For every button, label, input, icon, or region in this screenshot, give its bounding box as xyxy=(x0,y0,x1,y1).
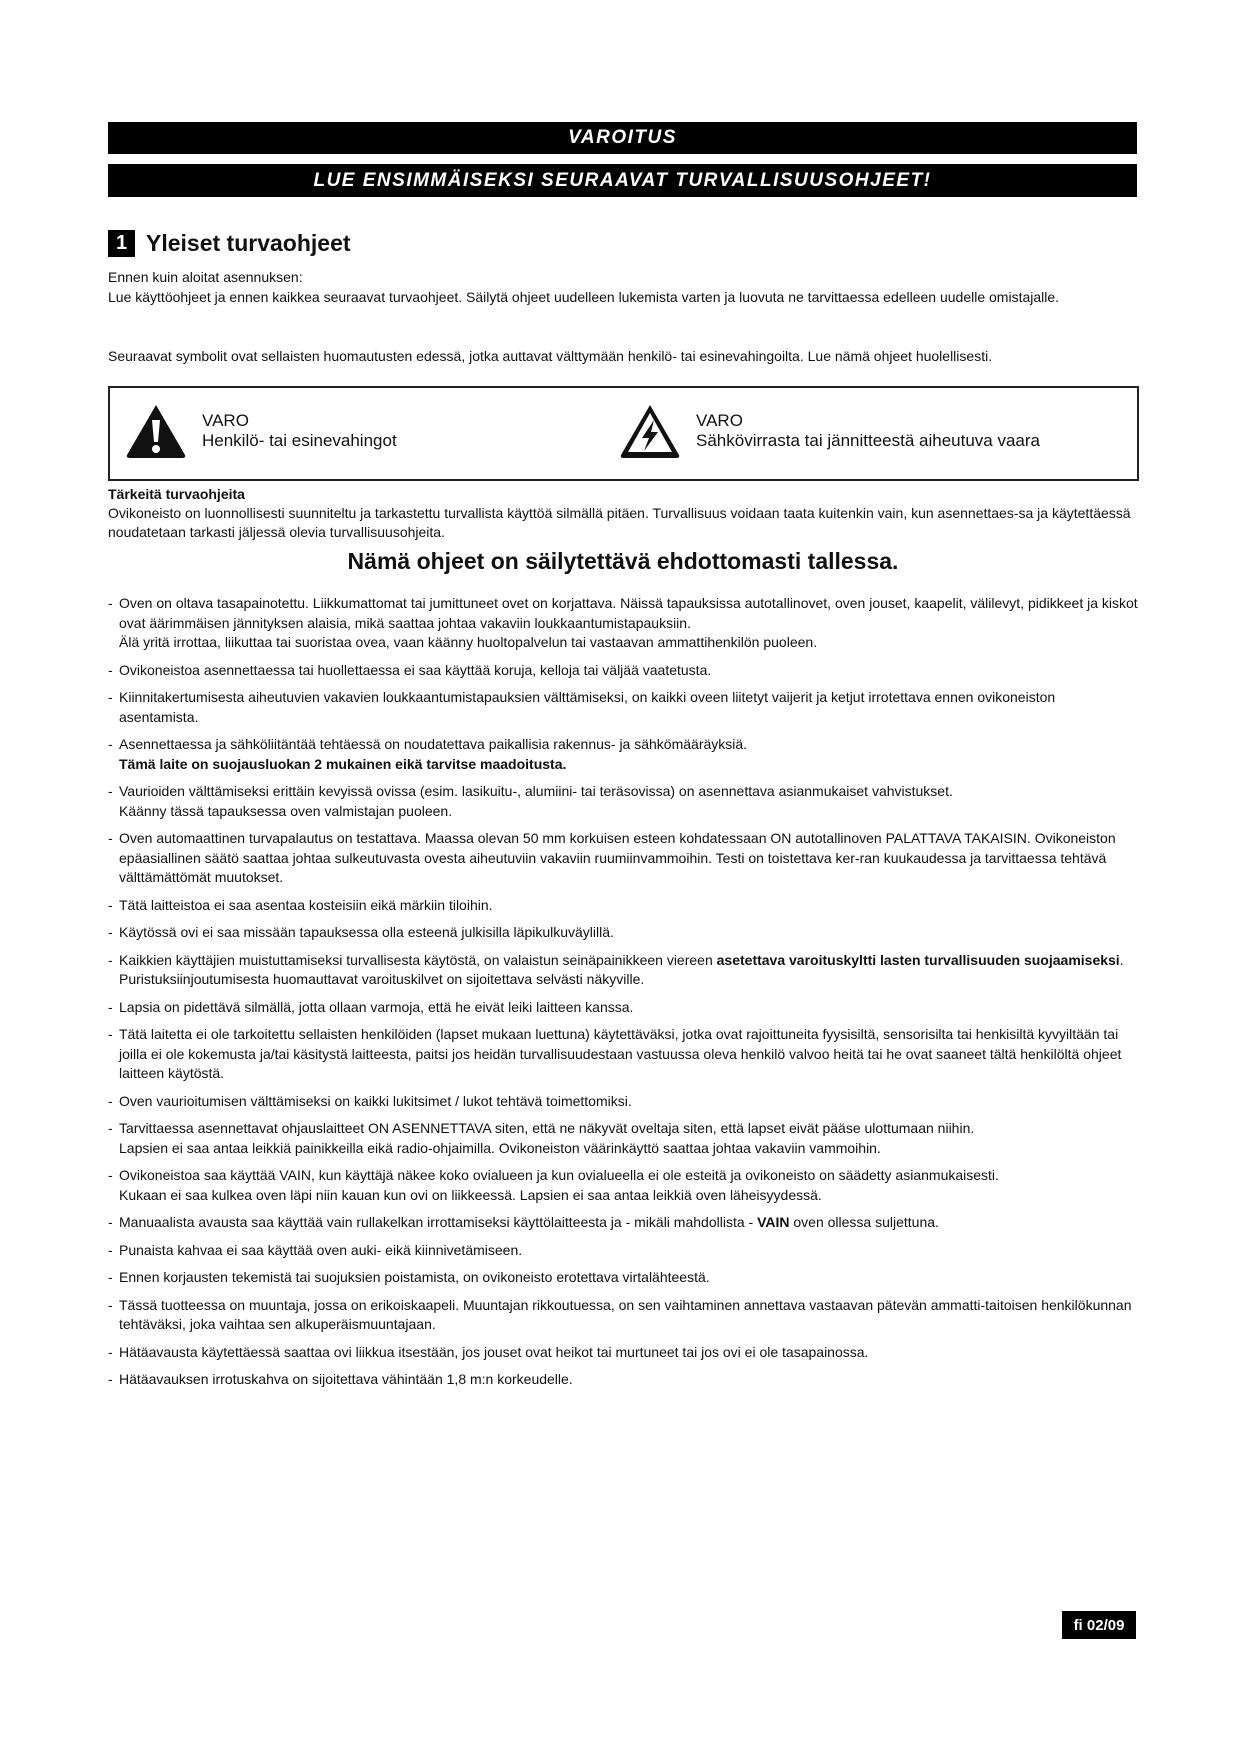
safety-item-segment: Ovikoneistoa asennettaessa tai huollettaessa ei saa käyttää koruja, kelloja tai väljää vaatetusta. xyxy=(119,661,712,678)
safety-item-segment: Hätäavauksen irrotuskahva on sijoitettava vähintään 1,8 m:n korkeudelle. xyxy=(119,1371,573,1387)
safety-item-segment: Lapsia on pidettävä silmällä, jotta ollaan varmoja, että he eivät leiki laitteen kanssa. xyxy=(119,998,634,1015)
warning-symbols-box xyxy=(108,386,1139,481)
section-title: Yleiset turvaohjeet xyxy=(146,229,351,256)
safety-item-body xyxy=(119,923,1138,943)
safety-item-body xyxy=(119,1268,1138,1288)
warning-electrical-title: VARO xyxy=(696,411,743,430)
section-heading xyxy=(108,228,351,258)
safety-item-segment: Käytössä ovi ei saa missään tapauksessa olla esteenä julkisilla läpikulkuväylillä. xyxy=(119,924,614,940)
safety-item-body xyxy=(119,1166,1138,1205)
bullet-dash: - xyxy=(108,951,113,968)
safety-item-text xyxy=(119,1025,1138,1084)
warning-electrical xyxy=(618,402,1040,460)
safety-item-body xyxy=(119,661,1138,681)
safety-item-note: Kukaan ei saa kulkea oven läpi niin kauan kun ovi on liikkeessä. Lapsien ei saa antaa leikkiä oven läheisyydessä. xyxy=(119,1186,822,1203)
safety-item-text xyxy=(119,1092,1138,1112)
section-number: 1 xyxy=(108,230,135,257)
safety-item-segment: Vaurioiden välttämiseksi erittäin kevyissä ovissa (esim. lasikuitu-, alumiini- tai teräsovissa) on asennettava asianmukaiset vahvistukset. xyxy=(119,783,953,799)
bullet-dash: - xyxy=(108,1269,113,1285)
bullet-dash: - xyxy=(108,1026,113,1042)
safety-item-list xyxy=(108,594,1138,1398)
safety-item-body xyxy=(119,1119,1138,1158)
warning-electrical-text: Sähkövirrasta tai jännitteestä aiheutuva vaara xyxy=(696,431,1040,450)
safety-item xyxy=(108,923,1138,943)
important-text: Ovikoneisto on luonnollisesti suunniteltu ja tarkastettu turvallista käyttöä silmällä pitäen. Turvallisuus voidaan taata kuitenkin vain, kun asennettaes-sa ja käytettäessä noudatetaan tarkasti jäljessä olevia turvallisuusohjeita. xyxy=(108,505,1131,540)
safety-item-body xyxy=(119,1296,1138,1335)
safety-item-text xyxy=(119,782,1138,802)
keep-instructions-notice: Nämä ohjeet on säilytettävä ehdottomasti tallessa. xyxy=(347,548,899,574)
bullet-dash: - xyxy=(108,1343,113,1360)
safety-item-body xyxy=(119,594,1138,653)
safety-item-segment: Hätäavausta käytettäessä saattaa ovi liikkua itsestään, jos jouset ovat heikot tai murtuneet tai jos ovi ei ole tasapainossa. xyxy=(119,1343,869,1360)
safety-item-body xyxy=(119,735,1138,774)
safety-item-text xyxy=(119,923,1138,943)
page-number: fi 02/09 xyxy=(1062,1611,1136,1639)
safety-item-body xyxy=(119,896,1138,916)
symbols-note: Seuraavat symbolit ovat sellaisten huomautusten edessä, jotka auttavat välttymään henkilö- tai esinevahingoilta. Lue nämä ohjeet huolellisesti. xyxy=(108,348,993,364)
safety-item xyxy=(108,1092,1138,1112)
safety-item-text xyxy=(119,1370,1138,1390)
safety-item-body xyxy=(119,1025,1138,1084)
exclamation-triangle-icon xyxy=(124,402,188,460)
bullet-dash: - xyxy=(108,1214,113,1230)
safety-item xyxy=(108,661,1138,681)
safety-item xyxy=(108,1343,1138,1363)
safety-item-emphasis: asetettava varoituskyltti lasten turvallisuuden suojaamiseksi xyxy=(716,951,1120,968)
safety-item-note: Tämä laite on suojausluokan 2 mukainen eikä tarvitse maadoitusta. xyxy=(119,755,567,772)
safety-item xyxy=(108,1268,1138,1288)
safety-item-segment: Oven vaurioitumisen välttämiseksi on kaikki lukitsimet / lukot tehtävä toimettomiksi. xyxy=(119,1092,632,1109)
bullet-dash: - xyxy=(108,1167,113,1183)
safety-item-text xyxy=(119,735,1138,755)
safety-item-text xyxy=(119,951,1138,990)
safety-item-body xyxy=(119,1370,1138,1390)
safety-item xyxy=(108,829,1138,888)
safety-item-segment: Kaikkien käyttäjien muistuttamiseksi turvallisesta käytöstä, on valaistun seinäpainikkeen viereen xyxy=(119,951,717,968)
safety-item xyxy=(108,1166,1138,1205)
intro-line-1: Ennen kuin aloitat asennuksen: xyxy=(108,269,303,285)
safety-item-body xyxy=(119,1092,1138,1112)
safety-item-body xyxy=(119,951,1138,990)
safety-item xyxy=(108,1213,1138,1233)
safety-item-text xyxy=(119,1241,1138,1261)
safety-item-segment: Tässä tuotteessa on muuntaja, jossa on erikoiskaapeli. Muuntajan rikkoutuessa, on sen vaihtaminen annettava vastaavan pätevän ammatti-taitoisen henkilökunnan tehtäväksi, joka vaihtaa sen alkuperäismuuntajaan. xyxy=(119,1296,1132,1332)
safety-item-note: Käänny tässä tapauksessa oven valmistajan puoleen. xyxy=(119,802,453,819)
safety-item-body xyxy=(119,998,1138,1018)
bullet-dash: - xyxy=(108,689,113,705)
safety-item-text xyxy=(119,688,1138,727)
safety-item-segment: Tätä laitteistoa ei saa asentaa kosteisiin eikä märkiin tiloihin. xyxy=(119,896,493,913)
safety-item-body xyxy=(119,688,1138,727)
bullet-dash: - xyxy=(108,896,113,913)
safety-item-body xyxy=(119,1213,1138,1233)
safety-item-segment: Tarvittaessa asennettavat ohjauslaitteet ON ASENNETTAVA siten, että ne näkyvät oveltaja siten, että lapset eivät pääse ulottumaan niihin. xyxy=(119,1120,975,1136)
safety-item-text xyxy=(119,1268,1138,1288)
safety-item xyxy=(108,1241,1138,1261)
safety-item xyxy=(108,688,1138,727)
safety-item-segment: Oven on oltava tasapainotettu. Liikkumattomat tai jumittuneet ovet on korjattava. Näissä tapauksissa autotallinovet, oven jouset, kaapelit, välilevyt, pidikkeet ja kiskot ovat äärimmäisen jännityksen alaisia, mikä saattaa johtaa vakaviin loukkaantumistapauksiin. xyxy=(119,595,1138,631)
safety-item-emphasis: VAIN xyxy=(757,1214,790,1230)
bullet-dash: - xyxy=(108,1120,113,1136)
warning-general-title: VARO xyxy=(202,411,249,430)
safety-item xyxy=(108,735,1138,774)
safety-item-segment: Punaista kahvaa ei saa käyttää oven auki- eikä kiinnivetämiseen. xyxy=(119,1241,523,1258)
safety-item xyxy=(108,951,1138,990)
safety-item-body xyxy=(119,782,1138,821)
safety-item-text xyxy=(119,896,1138,916)
safety-item-body xyxy=(119,829,1138,888)
safety-item-segment: Ovikoneistoa saa käyttää VAIN, kun käyttäjä näkee koko ovialueen ja kun ovialueella ei ole esteitä ja ovikoneisto on säädetty asianmukaisesti. xyxy=(119,1167,999,1183)
important-safety-block xyxy=(108,485,1138,542)
safety-item-segment: . Puristuksiinjoutumisesta huomauttavat varoituskilvet on sijoitettava selvästi näkyville. xyxy=(119,951,1124,987)
safety-item-note: Älä yritä irrottaa, liikuttaa tai suoristaa ovea, vaan käänny huoltopalvelun tai vastaavan ammattihenkilön puoleen. xyxy=(119,634,818,650)
bullet-dash: - xyxy=(108,661,113,678)
safety-item xyxy=(108,1296,1138,1335)
safety-item-body xyxy=(119,1241,1138,1261)
bullet-dash: - xyxy=(108,1296,113,1313)
safety-item-segment: Oven automaattinen turvapalautus on testattava. Maassa olevan 50 mm korkuisen esteen kohdatessaan ON autotallinoven PALATTAVA TAKAISIN. Ovikoneiston epäasiallinen säätö saattaa johtaa sulkeutuvasta ovesta aiheutuviin vakaviin ruumiinvammoihin. Testi on toistettava ker-ran kuukaudessa ja tarvittaessa tehtävä välttämättömät muutokset. xyxy=(119,830,1116,885)
safety-item-text xyxy=(119,1213,1138,1233)
safety-item-segment: Manuaalista avausta saa käyttää vain rullakelkan irrottamiseksi käyttölaitteesta ja - mikäli mahdollista - xyxy=(119,1214,758,1230)
bullet-dash: - xyxy=(108,1241,113,1258)
safety-instructions-banner: LUE ENSIMMÄISEKSI SEURAAVAT TURVALLISUUSOHJEET! xyxy=(108,164,1137,197)
safety-item-note: Lapsien ei saa antaa leikkiä painikkeilla eikä radio-ohjaimilla. Ovikoneiston väärinkäyttö saattaa johtaa vakaviin vammoihin. xyxy=(119,1139,881,1156)
warning-banner: VAROITUS xyxy=(108,122,1137,154)
bullet-dash: - xyxy=(108,783,113,799)
safety-item-text xyxy=(119,661,1138,681)
safety-item-segment: Asennettaessa ja sähköliitäntää tehtäessä on noudatettava paikallisia rakennus- ja sähkömääräyksiä. xyxy=(119,736,748,752)
bullet-dash: - xyxy=(108,595,113,611)
safety-item-segment: Kiinnitakertumisesta aiheutuvien vakavien loukkaantumistapauksien välttämiseksi, on kaikki oveen liitetyt vaijerit ja ketjut irrotettava ennen ovikoneiston asentamista. xyxy=(119,689,1056,725)
bullet-dash: - xyxy=(108,1371,113,1387)
safety-item xyxy=(108,1025,1138,1084)
safety-item xyxy=(108,1370,1138,1390)
safety-item-text xyxy=(119,1166,1138,1186)
safety-item-body xyxy=(119,1343,1138,1363)
safety-item-text xyxy=(119,1296,1138,1335)
safety-item-segment: Tätä laitetta ei ole tarkoitettu sellaisten henkilöiden (lapset mukaan luettuna) käytettäväksi, jotka ovat rajoittuneita fyysisiltä, sensorisilta tai henkisiltä kyvyiltään tai joilla ei ole kokemusta ja/tai käsitystä laitteesta, paitsi jos heidän turvallisuudestaan vastuussa oleva henkilö valvoo heitä tai he ovat saaneet tältä henkilöltä ohjeet laitteen käytöstä. xyxy=(119,1026,1122,1081)
bullet-dash: - xyxy=(108,830,113,846)
bullet-dash: - xyxy=(108,736,113,752)
safety-item-text xyxy=(119,829,1138,888)
safety-item-segment: oven ollessa suljettuna. xyxy=(789,1214,939,1230)
important-heading: Tärkeitä turvaohjeita xyxy=(108,486,245,502)
safety-item-text xyxy=(119,998,1138,1018)
warning-general xyxy=(124,402,397,460)
warning-general-text: Henkilö- tai esinevahingot xyxy=(202,431,397,450)
safety-item-text xyxy=(119,1343,1138,1363)
safety-item xyxy=(108,998,1138,1018)
safety-item xyxy=(108,782,1138,821)
safety-item-segment: Ennen korjausten tekemistä tai suojuksien poistamista, on ovikoneisto erotettava virtalähteestä. xyxy=(119,1269,710,1285)
safety-item xyxy=(108,594,1138,653)
safety-item-text xyxy=(119,594,1138,633)
intro-line-2: Lue käyttöohjeet ja ennen kaikkea seuraavat turvaohjeet. Säilytä ohjeet uudelleen lukemista varten ja luovuta ne tarvittaessa edelleen uudelle omistajalle. xyxy=(108,289,1060,305)
safety-item xyxy=(108,896,1138,916)
bullet-dash: - xyxy=(108,924,113,940)
bullet-dash: - xyxy=(108,998,113,1015)
safety-item-text xyxy=(119,1119,1138,1139)
bullet-dash: - xyxy=(108,1092,113,1109)
safety-item xyxy=(108,1119,1138,1158)
lightning-triangle-icon xyxy=(618,402,682,460)
